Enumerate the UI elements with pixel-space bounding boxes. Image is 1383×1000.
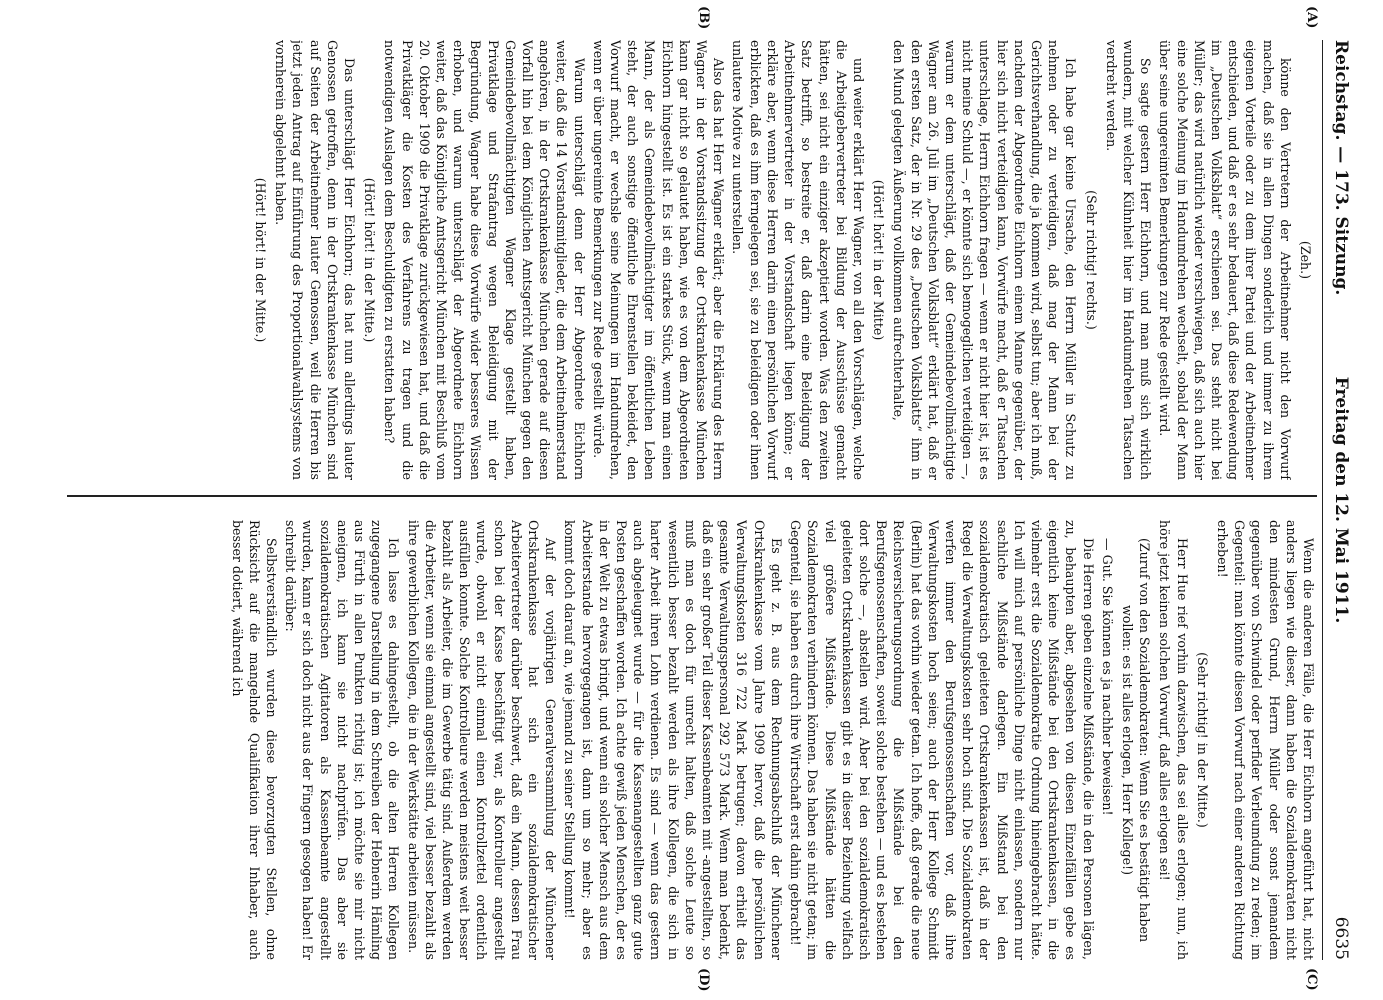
margin-mark-d: (D) xyxy=(696,968,711,992)
paragraph: (Hört! hört! in der Mitte.) xyxy=(362,177,378,343)
column-divider xyxy=(67,495,1317,497)
paragraph: So sagte gestern Herr Eichhorn, und man muß sich wirklich wundern, mit welcher Kühnheit hier im Handumdrehen Tatsachen verdreht werden. xyxy=(1103,40,1154,480)
paragraph: könne den Vertretern der Arbeitnehmer nicht den Vorwurf machen, daß sie in allen Dingen sonderlich und immer zu ihrem eigenen Vorteile oder zu dem ihrer Partei und der Arbeitnehmer entschieden, und daß er es sehr bedauert, daß diese Redewendung im „Deutschen Volksblatt“ erschienen sei. Das steht nicht bei Müller; das wird natürlich wieder verschwiegen, daß sich auch hier eine solche Meinung im Handumdrehen wechselt, sobald der Mann über seine ungereimten Bemerkungen zur Rede gestellt wird. xyxy=(1157,40,1293,480)
paragraph: Selbstverständlich wurden diese bevorzugten Stellen, ohne Rücksicht auf die mangelnde Qualifikation ihrer Inhaber, auch besser dotiert, während ich xyxy=(229,520,280,960)
margin-mark-b: (B) xyxy=(696,6,711,30)
paragraph: Wenn die anderen Fälle, die Herr Eichhorn angeführt hat, nicht anders liegen wie dieser, dann haben die Sozialdemokraten nicht den mindesten Grund, Herrn Müller oder sonst jemandem gegenüber von Schwindel oder perfider Verleumdung zu reden; im Gegenteil: man könnte diesen Vorwurf nach einer anderen Richtung erheben! xyxy=(1214,520,1316,960)
paragraph: (Hört! hört! in der Mitte.) xyxy=(253,177,269,343)
paragraph: Die Herren geben einzelne Mißstände, die in den Personen lägen, zu, behaupten aber, abgesehen von diesen Einzelfällen gebe es eigentlich keine Mißstände bei den Ortskrankenkassen, in die vielmehr erst die Sozialdemokratie Ordnung hineingebracht hätte. Ich will mich auf persönliche Dinge nicht einlassen, sondern nur sachliche Mißstände darlegen. Ein Mißstand bei den sozialdemokratisch geleiteten Ortskrankenkassen ist, daß in der Regel die Verwaltungskosten sehr hoch sind. Die Sozialdemokraten werfen immer den Berufsgenossenschaften vor, daß ihre Verwaltungskosten hoch seien; auch der Herr Kollege Schmidt (Berlin) hat das vorhin wieder getan. Ich hoffe, daß gerade die neue Reichsversicherungsordnung die Mißstände bei den Berufsgenossenschaften, soweit solche bestehen — und es bestehen dort solche —, abstellen wird. Aber bei den sozialdemokratisch geleiteten Ortskrankenkassen gibt es in dieser Beziehung vielfach viel größere Mißstände. Diese Mißstände hätten die Sozialdemokraten verhindern können. Das haben sie nicht getan; im Gegenteil, sie haben es durch ihre Wirtschaft erst dahin gebracht! xyxy=(788,520,1096,960)
paragraph: (Hört! hört! in der Mitte) xyxy=(871,179,887,341)
page-number: 6635 xyxy=(1331,916,1351,960)
paragraph: (Zuruf von den Sozialdemokraten: Wenn Sie es bestätigt haben wollen: es ist alles erlogen, Herr Kollege!) xyxy=(1119,537,1153,943)
paragraph: und weiter erklärt Herr Wagner, von all den Vorschlägen, welche die Arbeitgebervertreter bei Bildung der Ausschüsse gemacht hätten, sei nicht ein einziger akzeptiert worden. Was den zweiten Satz betrifft, so bestreite er, daß darin eine Beleidigung der Arbeitnehmervertreter in der Vorstandschaft liegen könne; er erkläre aber, wenn diese Herren darin einen persönlichen Vorwurf erblickten, daß es ihm ferngelegen sei, sie zu beleidigen oder ihnen unlautere Motive zu unterstellen. xyxy=(730,40,866,480)
page-header xyxy=(1322,40,1357,960)
paragraph: Es geht z. B. aus dem Rechnungsabschluß der Münchener Ortskrankenkasse vom Jahre 1909 hervor, daß die persönlichen Verwaltungskosten 316 722 Mark betrugen; davon erhielt das gesamte Verwaltungspersonal 292 573 Mark. Wenn man bedenkt, daß ein sehr großer Teil dieser Kassenbeamten mit -angestellten, so muß man es doch für unrecht halten, daß solche Leute so wesentlich besser bezahlt werden als ihre Kollegen, die sich in harter Arbeit ihren Lohn verdienen. Es sind — wenn das gestern auch abgeleugnet wurde — für die Kassenangestellten ganz gute Posten geschaffen worden. Ich achte gewiß jeden Menschen, der es in der Welt zu etwas bringt, und wenn ein solcher Mensch aus dem Arbeiterstande hervorgegangen ist, dann um so mehr; aber es kommt doch darauf an, wie jemand zu seiner Stellung kommt! xyxy=(562,520,784,960)
margin-mark-c: (C) xyxy=(1304,968,1319,991)
paragraph: Ich habe gar keine Ursache, den Herrn Müller in Schutz zu nehmen oder zu verteidigen, daß mag der Mann bei der Gerichtsverhandlung, die ja kommen wird, selbst tun; aber ich muß, nachdem der Abgeordnete Eichhorn einem Manne gegenüber, der hier sich nicht verteidigen kann, Vorwürfe macht, daß er Tatsachen unterschlage, Herrn Eichhorn fragen — wenn er nicht hier ist, ist es nicht meine Schuld —, er könnte sich bemogeglichen verteidigen —, warum er dem unterschlägt, daß der Gemeindebevollmächtigte Wagner am 26. Juli im „Deutschen Volksblatt“ erklärt hat, daß er den ersten Satz, der in Nr. 29 des „Deutschen Volksblatts“ ihm in den Mund gelegten Äußerung vollkommen aufrechterhalte, xyxy=(891,40,1079,480)
left-column xyxy=(37,40,1317,480)
speaker-tag: (Zeh.) xyxy=(1298,240,1313,280)
paragraph: Ich lasse es dahingestellt, ob die alten Herren Kollegen zugegangene Darstellung in dem Schreiben der Hebnerin Hämling aus Fürth in allen Punkten richtig ist; ich möchte sie mir nicht aneignen, ich kann sie nicht nachprüfen. Das aber sie sozialdemokratischen Agitatoren als Kassenbeamte angestellt wurden, kann er sich doch nicht aus der Fingern gesogen haben! Er schreibt darüber: xyxy=(283,520,402,960)
paragraph: Warum unterschlägt denn der Herr Abgeordnete Eichhorn weiter, daß die 14 Vorstandsmitglieder, die dem Arbeitnehmerstand angehören, in der Ortskrankenkasse München gerade auf diesen Vorfall hin bei dem Königlichen Amtsgericht München gegen den Gemeindebevollmächtigten Wagner Klage gestellt haben, Privatklage und Strafantrag wegen Beleidigung mit der Begründung, Wagner habe diese Vorwürfe wider besseres Wissen erhoben, und warum unterschlägt der Abgeordnete Eichhorn weiter, daß das Königliche Amtsgericht München mit Beschluß vom 20. Oktober 1909 die Privatklage zurückgewiesen hat, und daß die Privatkläger die Kosten des Verfahrens zu tragen und die notwendigen Auslagen dem Beschuldigten zu erstatten haben? xyxy=(382,40,587,480)
paragraph: (Sehr richtig! in der Mitte.) xyxy=(1194,652,1210,828)
header-session: Reichstag. — 173. Sitzung. xyxy=(1331,40,1351,296)
paragraph: Also das hat Herr Wagner erklärt; aber die Erklärung des Herrn Wagner in der Vorstandssitzung der Ortskrankenkasse München kann gar nicht so gelautet haben, wie es von dem Abgeordneten Eichhorn hingestellt ist. Es ist ein starkes Stück, wenn man einen Mann, der als Gemeindebevollmächtigter im öffentlichen Leben steht, der auch sonstige öffentliche Ehrenstellen bekleidet, den Vorwurf macht, er wechsle seine Meinungen im Handumdrehen, wenn er über ungereimte Bemerkungen zur Rede gestellt würde. xyxy=(590,40,727,480)
paragraph: Herr Hue rief vorhin dazwischen, das sei alles erlogen; nun, ich höre jetzt keinen solchen Vorwurf, daß alles erlogen sei! xyxy=(1157,520,1190,960)
right-column xyxy=(37,520,1317,960)
paragraph: Das unterschlägt Herr Eichhorn; das hat nun allerdings lauter Genossen getroffen, denn in der Ortskrankenkasse München sind auf Seiten der Arbeitnehmer lauter Genossen, weil die Herren bis jetzt jeden Antrag auf Einführung des Proportionalwahlsystems von vornherein abgelehnt haben. xyxy=(273,40,358,480)
margin-mark-a: (A) xyxy=(1304,6,1319,29)
paragraph: Auf der vorjährigen Generalversammlung der Münchener Ortskrankenkasse hat sich ein sozialdemokratischer Arbeitervertreter darüber beschwert, daß ein Mann, dessen Frau schon bei der Kasse beschäftigt war, als Kontrolleur angestellt wurde, obwohl er nicht einmal einen Kontrollzettel ordentlich ausfüllen konnte. Solche Kontrolleure werden meistens weit besser bezahlt als Arbeiter, die im Gewerbe tätig sind. Außerdem werden die Arbeiter, wenn sie einmal angestellt sind, viel besser bezahlt als ihre gewerblichen Kollegen, die in der Werkstätte arbeiten müssen. xyxy=(405,520,559,960)
paragraph: (Sehr richtig! rechts.) xyxy=(1083,190,1099,330)
header-date: Freitag den 12. Mai 1911. xyxy=(1331,376,1351,624)
paragraph: — Gut. Sie können es ja nachher beweisen! xyxy=(1099,538,1115,816)
